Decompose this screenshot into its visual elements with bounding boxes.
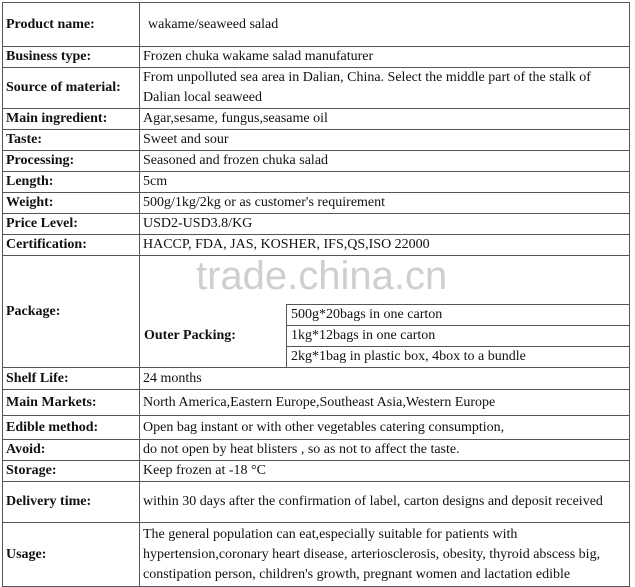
row-label-storage: Storage: [3,461,140,482]
table-row [3,482,630,523]
product-spec-table [2,2,630,587]
row-label-main-markets: Main Markets: [3,390,140,416]
row-value-storage: Keep frozen at -18 °C [140,461,630,482]
table-row [3,368,630,390]
row-value-taste: Sweet and sour [140,130,630,151]
outer-packing-item: 1kg*12bags in one carton [287,326,630,347]
table-row [3,235,630,256]
table-row [3,193,630,214]
row-label-length: Length: [3,172,140,193]
table-row [3,109,630,130]
table-row [3,3,630,47]
row-label-delivery-time: Delivery time: [3,482,140,523]
table-row [3,440,630,461]
row-value-price-level: USD2-USD3.8/KG [140,214,630,235]
row-label-product-name: Product name: [3,3,140,47]
row-label-price-level: Price Level: [3,214,140,235]
row-label-usage: Usage: [3,523,140,587]
row-label-edible-method: Edible method: [3,416,140,440]
table-row [3,130,630,151]
table-row [3,68,630,109]
table-row [3,214,630,235]
row-label-processing: Processing: [3,151,140,172]
row-label-business-type: Business type: [3,47,140,68]
outer-packing-label: Outer Packing: [140,305,287,368]
row-label-taste: Taste: [3,130,140,151]
row-value-certification: HACCP, FDA, JAS, KOSHER, IFS,QS,ISO 22000 [140,235,630,256]
row-value-usage: The general population can eat,especially suitable for patients with hypertension,coronary heart disease, arteriosclerosis, obesity, thyroid abscess big, constipation person, children's growth, pregnant women and lactation edible [140,523,630,587]
row-value-edible-method: Open bag instant or with other vegetables catering consumption, [140,416,630,440]
outer-packing-item: 2kg*1bag in plastic box, 4box to a bundle [291,349,526,364]
row-label-weight: Weight: [3,193,140,214]
outer-packing-table [140,304,629,367]
row-value-main-ingredient: Agar,sesame, fungus,seasame oil [140,109,630,130]
row-value-product-name: wakame/seaweed salad [140,3,630,47]
table-row [3,461,630,482]
row-label-main-ingredient: Main ingredient: [3,109,140,130]
row-label-certification: Certification: [3,235,140,256]
row-value-length: 5cm [140,172,630,193]
outer-packing-item: 500g*20bags in one carton [287,305,630,326]
row-value-avoid: do not open by heat blisters , so as not to affect the taste. [140,440,630,461]
table-row [3,256,630,368]
table-row [3,390,630,416]
row-value-main-markets: North America,Eastern Europe,Southeast Asia,Western Europe [140,390,630,416]
row-value-package [140,256,630,368]
row-label-package: Package: [3,256,140,368]
row-value-delivery-time: within 30 days after the confirmation of label, carton designs and deposit received [140,482,630,523]
row-value-business-type: Frozen chuka wakame salad manufaturer [140,47,630,68]
table-row [3,47,630,68]
table-row [3,523,630,587]
row-value-processing: Seasoned and frozen chuka salad [140,151,630,172]
row-value-shelf-life: 24 months [140,368,630,390]
row-value-source-of-material: From unpolluted sea area in Dalian, China. Select the middle part of the stalk of Dalian local seaweed [140,68,630,109]
row-value-weight: 500g/1kg/2kg or as customer's requirement [140,193,630,214]
watermark-text: trade.china.cn [196,254,448,298]
table-row [3,416,630,440]
row-label-shelf-life: Shelf Life: [3,368,140,390]
row-label-avoid: Avoid: [3,440,140,461]
table-row [3,151,630,172]
table-row [3,172,630,193]
row-label-source-of-material: Source of material: [3,68,140,109]
